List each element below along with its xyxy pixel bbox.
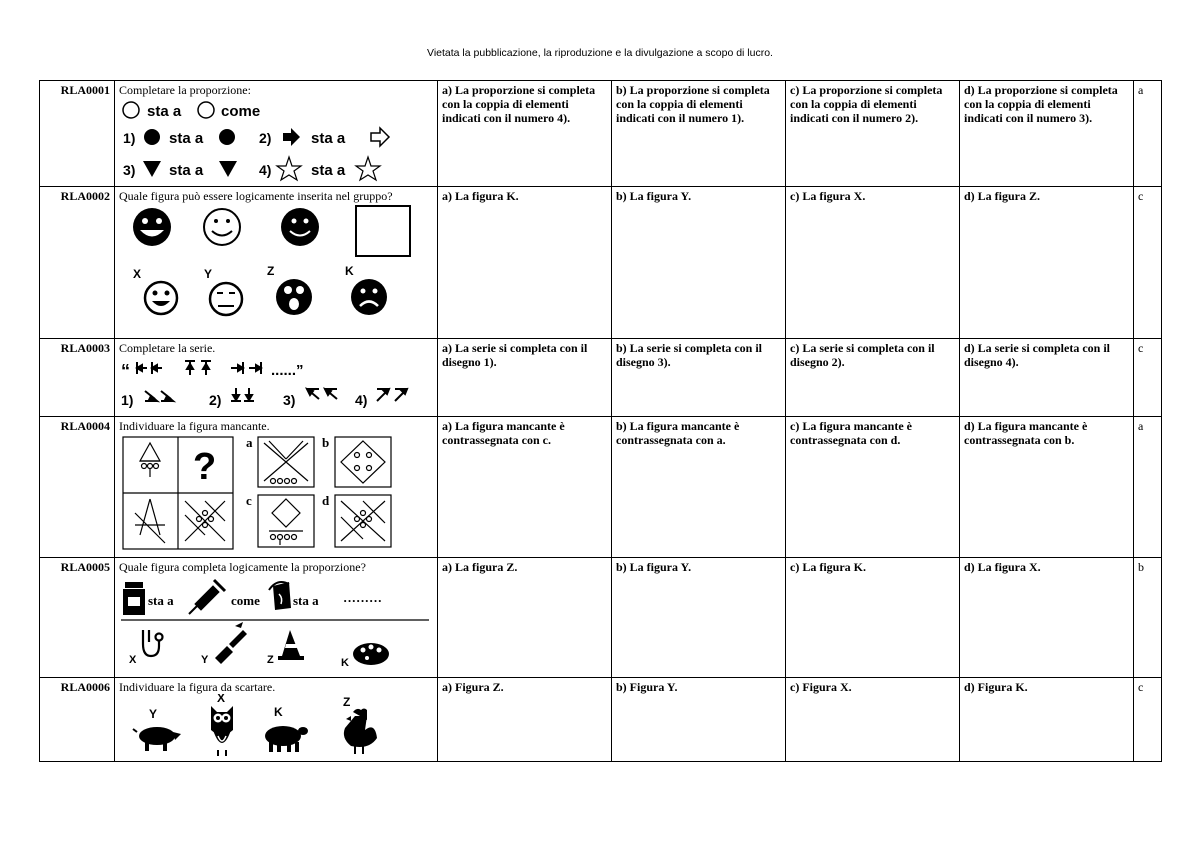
- quiz-row: [40, 558, 1162, 678]
- faces-figure: [119, 203, 433, 321]
- option-b-box: [335, 437, 391, 487]
- option-1-label: 1): [121, 392, 134, 408]
- option-k-label: K: [345, 264, 354, 278]
- medicine-jar-icon: [123, 582, 145, 615]
- sta-a-label: sta a: [311, 162, 346, 179]
- answer-a: a) Figura Z.: [438, 678, 612, 762]
- answer-c: c) La proporzione si completa con la coppia di elementi indicati con il numero 2).: [786, 81, 960, 187]
- option-z-label: Z: [267, 264, 275, 278]
- answer-key: a: [1134, 417, 1162, 558]
- question-code: RLA0005: [40, 558, 115, 678]
- option-x-label: X: [129, 654, 137, 666]
- down-bar-arrows-icon: [231, 388, 254, 401]
- question-code: RLA0006: [40, 678, 115, 762]
- answer-b: b) La figura Y.: [612, 558, 786, 678]
- page-header: Vietata la pubblicazione, la riproduzione e la divulgazione a scopo di lucro.: [427, 47, 773, 59]
- happy-face-icon: [145, 282, 177, 314]
- filled-circle-icon: [219, 129, 235, 145]
- sta-a-label: sta a: [169, 162, 204, 179]
- answer-c: c) La figura mancante è contrassegnata con d.: [786, 417, 960, 558]
- down-right-arrows-icon: [145, 391, 173, 401]
- answer-a: a) La serie si completa con il disegno 1).: [438, 339, 612, 417]
- answer-c: c) La figura X.: [786, 187, 960, 339]
- paint-bucket-icon: [269, 582, 291, 610]
- filled-circle-icon: [144, 129, 160, 145]
- sta-a-label: sta a: [169, 130, 204, 147]
- answer-a: a) La proporzione si completa con la coppia di elementi indicati con il numero 4).: [438, 81, 612, 187]
- answer-d: d) La serie si completa con il disegno 4).: [960, 339, 1134, 417]
- option-y-label: Y: [149, 707, 158, 721]
- answer-a: a) La figura mancante è contrassegnata con c.: [438, 417, 612, 558]
- question-text: Completare la serie.: [119, 341, 216, 355]
- series-dots: ......”: [271, 362, 304, 379]
- question-text: Individuare la figura da scartare.: [119, 680, 276, 694]
- option-4-label: 4): [355, 392, 368, 408]
- up-left-arrows-icon: [307, 389, 337, 399]
- option-3-label: 3): [123, 162, 136, 178]
- option-b-label: b: [322, 435, 330, 450]
- answer-d: d) La figura X.: [960, 558, 1134, 678]
- owl-icon: [211, 706, 233, 756]
- proportion-objects-figure: [119, 574, 433, 672]
- answer-c: c) Figura X.: [786, 678, 960, 762]
- neutral-face-icon: [210, 283, 242, 315]
- question-cell: [115, 558, 438, 678]
- option-1-label: 1): [123, 130, 136, 146]
- sta-a-label: sta a: [311, 130, 346, 147]
- series-arrows-icon: [137, 361, 261, 375]
- animals-figure: [119, 694, 433, 758]
- answer-d: d) Figura K.: [960, 678, 1134, 762]
- proportion-figure: [119, 97, 433, 183]
- answer-key: b: [1134, 558, 1162, 678]
- question-mark: ?: [193, 446, 217, 488]
- option-x-label: X: [217, 694, 226, 705]
- triangle-icon: [140, 443, 160, 461]
- crossed-lines-icon: [135, 499, 165, 543]
- dots: ·········: [343, 593, 383, 608]
- option-k-label: K: [274, 705, 283, 719]
- question-cell: [115, 81, 438, 187]
- question-cell: [115, 678, 438, 762]
- filled-triangle-icon: [143, 161, 161, 177]
- quiz-row: [40, 81, 1162, 187]
- lattice-icon: [185, 501, 225, 541]
- come-label: come: [221, 103, 261, 120]
- question-code: RLA0004: [40, 417, 115, 558]
- answer-d: d) La figura Z.: [960, 187, 1134, 339]
- surprised-face-icon: [276, 279, 312, 315]
- laughing-face-icon: [133, 208, 171, 246]
- answer-key: c: [1134, 678, 1162, 762]
- sta-a-label: sta a: [293, 593, 319, 608]
- come-label: come: [231, 593, 260, 608]
- option-a-label: a: [246, 435, 253, 450]
- answer-d: d) La proporzione si completa con la coppia di elementi indicati con il numero 3).: [960, 81, 1134, 187]
- option-x-label: X: [133, 267, 142, 281]
- option-y-label: Y: [204, 267, 213, 281]
- missing-figure-puzzle: [119, 433, 433, 551]
- option-k-label: K: [341, 657, 349, 669]
- option-c-label: c: [246, 493, 252, 508]
- outline-star-icon: [277, 157, 301, 180]
- outline-star-icon: [356, 157, 380, 180]
- answer-b: b) La proporzione si completa con la coppia di elementi indicati con il numero 1).: [612, 81, 786, 187]
- option-z-label: Z: [267, 654, 274, 666]
- question-code: RLA0001: [40, 81, 115, 187]
- question-cell: [115, 187, 438, 339]
- option-2-label: 2): [209, 392, 222, 408]
- traffic-cone-icon: [278, 630, 304, 660]
- question-code: RLA0003: [40, 339, 115, 417]
- question-code: RLA0002: [40, 187, 115, 339]
- option-2-label: 2): [259, 130, 272, 146]
- answer-b: b) La serie si completa con il disegno 3).: [612, 339, 786, 417]
- answer-key: c: [1134, 187, 1162, 339]
- smiley-outline-icon: [204, 209, 240, 245]
- empty-circle-icon: [198, 102, 214, 118]
- sheep-icon: [265, 726, 308, 752]
- answer-d: d) La figura mancante è contrassegnata con b.: [960, 417, 1134, 558]
- answer-b: b) La figura Y.: [612, 187, 786, 339]
- filled-triangle-icon: [219, 161, 237, 177]
- quiz-row: [40, 678, 1162, 762]
- sad-face-icon: [351, 279, 387, 315]
- empty-circle-icon: [123, 102, 139, 118]
- stethoscope-icon: [143, 630, 163, 656]
- question-text: Quale figura può essere logicamente inserita nel gruppo?: [119, 189, 393, 203]
- filled-arrow-icon: [283, 128, 300, 146]
- syringe-icon: [189, 580, 225, 614]
- paintbrush-icon: [215, 622, 247, 664]
- question-text: Quale figura completa logicamente la proporzione?: [119, 560, 366, 574]
- quiz-row: [40, 417, 1162, 558]
- rooster-icon: [344, 709, 377, 755]
- question-cell: [115, 339, 438, 417]
- option-3-label: 3): [283, 392, 296, 408]
- empty-box-icon: [356, 206, 410, 256]
- pig-icon: [133, 727, 181, 751]
- answer-key: a: [1134, 81, 1162, 187]
- sta-a-label: sta a: [147, 103, 182, 120]
- up-right-arrows-icon: [377, 389, 407, 401]
- outline-arrow-icon: [371, 128, 389, 146]
- quiz-row: [40, 187, 1162, 339]
- answer-a: a) La figura Z.: [438, 558, 612, 678]
- answer-c: c) La serie si completa con il disegno 2).: [786, 339, 960, 417]
- option-y-label: Y: [201, 654, 209, 666]
- option-4-label: 4): [259, 162, 272, 178]
- answer-a: a) La figura K.: [438, 187, 612, 339]
- open-quote: “: [121, 361, 130, 381]
- answer-c: c) La figura K.: [786, 558, 960, 678]
- option-z-label: Z: [343, 695, 351, 709]
- answer-b: b) La figura mancante è contrassegnata con a.: [612, 417, 786, 558]
- sta-a-label: sta a: [148, 593, 174, 608]
- question-text: Individuare la figura mancante.: [119, 419, 270, 433]
- quiz-table: [39, 80, 1162, 762]
- option-d-label: d: [322, 493, 330, 508]
- answer-b: b) Figura Y.: [612, 678, 786, 762]
- question-cell: [115, 417, 438, 558]
- question-text: Completare la proporzione:: [119, 83, 251, 97]
- smiley-filled-icon: [281, 208, 319, 246]
- quiz-row: [40, 339, 1162, 417]
- arrow-series-figure: [119, 355, 433, 411]
- answer-key: c: [1134, 339, 1162, 417]
- paint-palette-icon: [353, 643, 389, 665]
